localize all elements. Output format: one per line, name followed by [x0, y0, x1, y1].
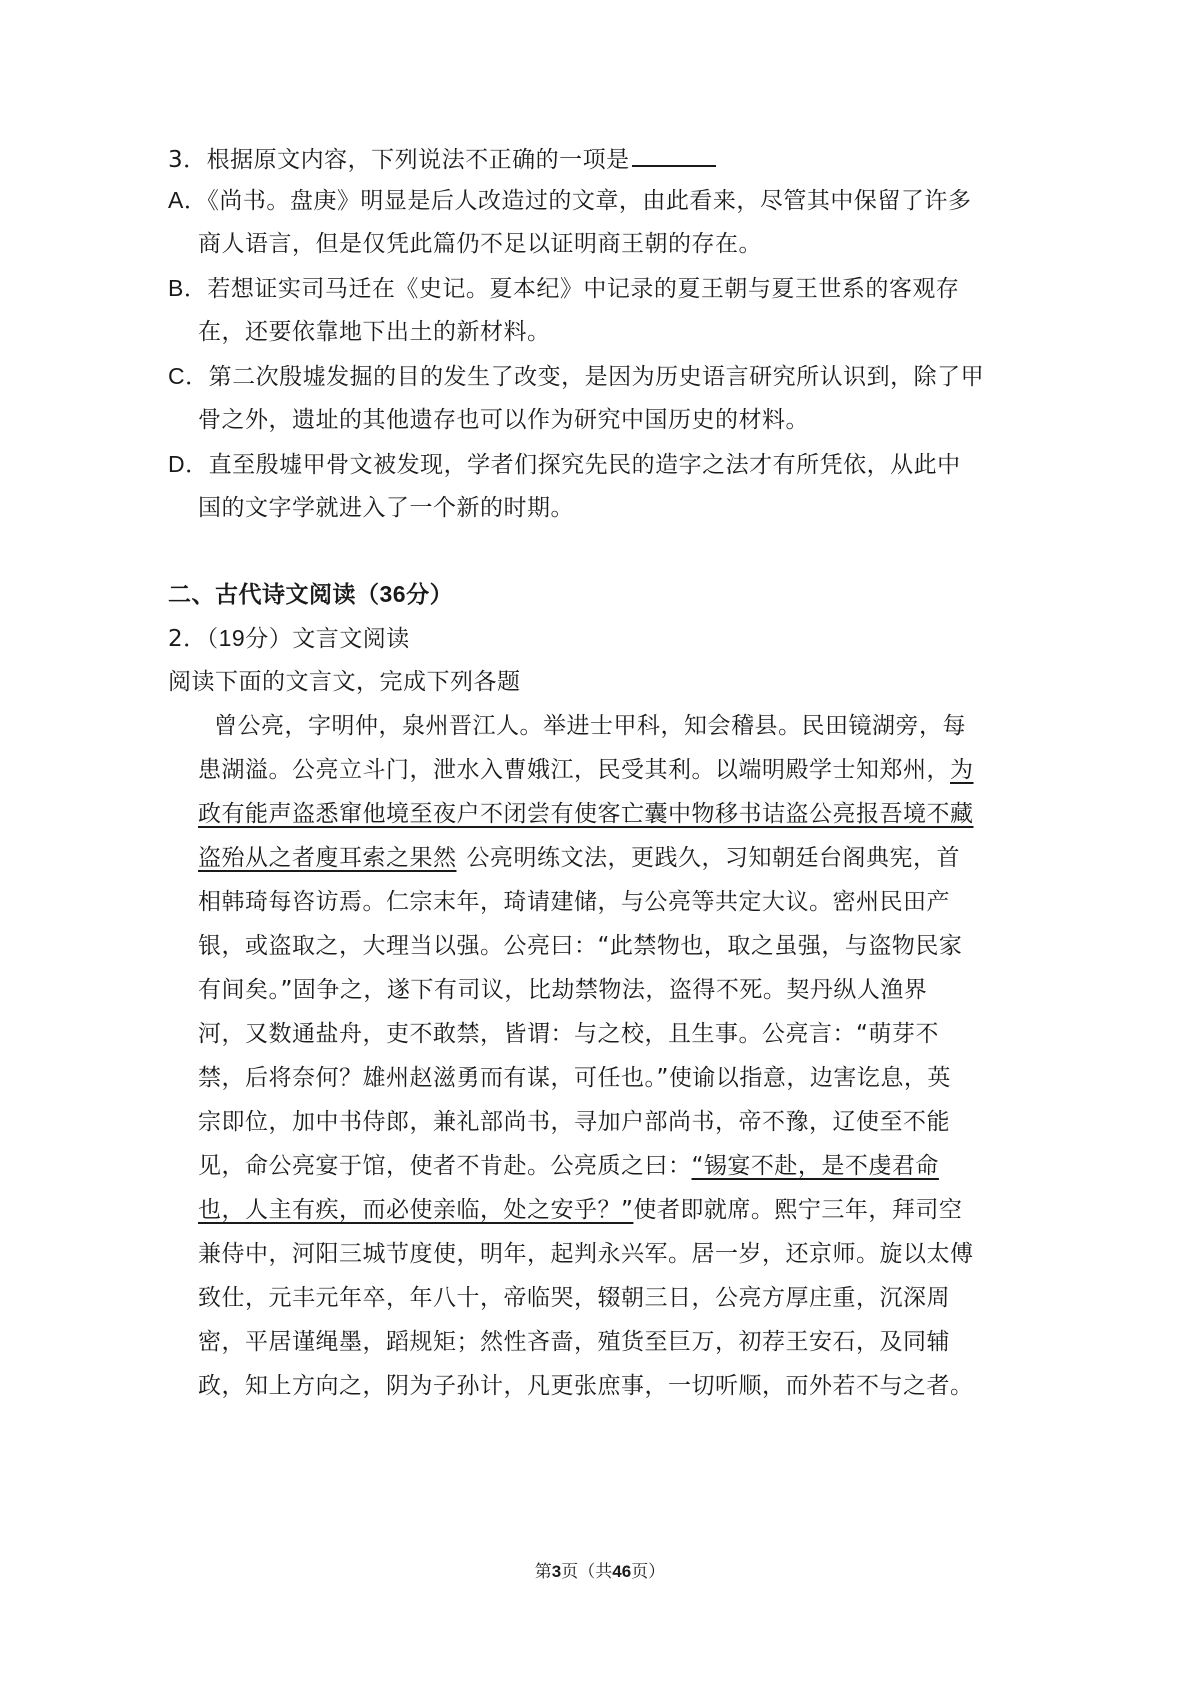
option-c-label: C．: [168, 363, 209, 389]
passage-line-8: [198, 1018, 939, 1050]
passage-text: 见，命公亮宴于馆，使者不肯赴。公亮质之曰：: [198, 1153, 692, 1179]
section-heading-score: 36: [379, 581, 407, 607]
passage-line-15: [198, 1326, 950, 1358]
passage-text: 河，又数通盐舟，吏不敢禁，皆谓：与之校，且生事。公亮言：“萌芽不: [198, 1021, 939, 1047]
option-a-text-2: 商人语言，但是仅凭此篇仍不足以证明商王朝的存在。: [198, 231, 762, 257]
option-d-text-2: 国的文字学就进入了一个新的时期。: [198, 495, 574, 521]
option-b-label: B．: [168, 275, 208, 301]
underlined-text: 也，人主有疾，而必使亲临，处之安乎？”: [198, 1197, 634, 1223]
option-a-text-1: 《尚书。盘庚》明显是后人改造过的文章，由此看来，尽管其中保留了许多: [207, 188, 972, 214]
passage-line-7: [198, 974, 927, 1006]
option-b-line2: [198, 316, 551, 348]
footer-suffix: 页）: [631, 1562, 666, 1582]
passage-line-10: [198, 1106, 950, 1138]
instruction-text: 阅读下面的文言文，完成下列各题: [168, 669, 521, 695]
question-3-stem: [168, 144, 716, 176]
instruction: [168, 666, 521, 698]
passage-text: 致仕，元丰元年卒，年八十，帝临哭，辍朝三日，公亮方厚庄重，沉深周: [198, 1285, 950, 1311]
passage-text: 政，知上方向之，阴为子孙计，凡更张庶事，一切听顺，而外若不与之者。: [198, 1373, 974, 1399]
option-a-label: A．: [168, 187, 208, 213]
passage-line-6: [198, 930, 962, 962]
passage-text: 兼侍中，河阳三城节度使，明年，起判永兴军。居一岁，还京师。旋以太傅: [198, 1241, 974, 1267]
passage-line-4: [198, 842, 960, 874]
footer-page-number: 3: [551, 1562, 562, 1581]
passage-text: 密，平居谨绳墨，蹈规矩；然性吝啬，殖货至巨万，初荐王安石，及同辅: [198, 1329, 950, 1355]
option-d-line1: [168, 448, 961, 481]
item-heading-score: 19: [218, 625, 246, 651]
passage-text: 银，或盗取之，大理当以强。公亮曰：“此禁物也，取之虽强，与盗物民家: [198, 933, 963, 959]
option-b-text-1: 若想证实司马迁在《史记。夏本纪》中记录的夏王朝与夏王世系的客观存: [207, 276, 960, 302]
underlined-text: 盗殆从之者廋耳索之果然: [198, 845, 457, 871]
option-c-text-2: 骨之外，遗址的其他遗存也可以作为研究中国历史的材料。: [198, 407, 809, 433]
option-d-label: D．: [168, 451, 209, 477]
passage-text: 有间矣。”固争之，遂下有司议，比劫禁物法，盗得不死。契丹纵人渔界: [198, 977, 928, 1003]
item-heading-suffix: 分）文言文阅读: [245, 626, 410, 652]
passage-text: 禁，后将奈何？雄州赵滋勇而有谋，可任也。”使谕以指意，边害讫息，英: [198, 1065, 951, 1091]
option-b-text-2: 在，还要依靠地下出土的新材料。: [198, 319, 551, 345]
passage-line-1: [214, 710, 966, 742]
underlined-text: 为: [950, 757, 974, 783]
footer-middle: 页（共: [561, 1562, 613, 1582]
section-heading: [168, 578, 453, 611]
passage-line-11: [198, 1150, 939, 1182]
option-d-text-1: 直至殷墟甲骨文被发现，学者们探究先民的造字之法才有所凭依，从此中: [208, 452, 961, 478]
option-a-line1: [168, 184, 971, 217]
option-c-line1: [168, 360, 984, 393]
passage-text: 曾公亮，字明仲，泉州晋江人。举进士甲科，知会稽县。民田镜湖旁，每: [214, 713, 966, 739]
section-heading-prefix: 二、古代诗文阅读（: [168, 582, 380, 608]
item-heading: [168, 622, 410, 655]
underlined-text: 政有能声盗悉窜他境至夜户不闭尝有使客亡囊中物移书诘盗公亮报吾境不藏: [198, 801, 974, 827]
section-heading-suffix: 分）: [406, 582, 454, 608]
passage-text: 公亮明练文法，更践久，习知朝廷台阁典宪，首: [466, 845, 960, 871]
option-b-line1: [168, 272, 959, 305]
option-c-text-1: 第二次殷墟发掘的目的发生了改变，是因为历史语言研究所认识到，除了甲: [208, 364, 985, 390]
passage-line-12: [198, 1194, 962, 1226]
passage-line-16: [198, 1370, 974, 1402]
footer-prefix: 第: [534, 1562, 552, 1582]
underlined-text: “锡宴不赴，是不虔君命: [691, 1153, 939, 1179]
option-a-line2: [198, 228, 762, 260]
passage-text: 相韩琦每咨访焉。仁宗末年，琦请建储，与公亮等共定大议。密州民田产: [198, 889, 950, 915]
item-heading-prefix: 2．（: [168, 626, 219, 652]
option-c-line2: [198, 404, 809, 436]
answer-blank: [632, 145, 716, 167]
passage-text: 使者即就席。熙宁三年，拜司空: [633, 1197, 963, 1223]
passage-line-14: [198, 1282, 950, 1314]
footer-total-pages: 46: [612, 1562, 632, 1581]
question-3-stem-text: 3．根据原文内容，下列说法不正确的一项是: [168, 147, 630, 173]
page-footer: [0, 1560, 1200, 1584]
passage-line-3: [198, 798, 974, 830]
passage-line-9: [198, 1062, 951, 1094]
passage-line-13: [198, 1238, 974, 1270]
option-d-line2: [198, 492, 574, 524]
passage-line-5: [198, 886, 950, 918]
passage-line-2: [198, 754, 974, 786]
passage-text: 宗即位，加中书侍郎，兼礼部尚书，寻加户部尚书，帝不豫，辽使至不能: [198, 1109, 950, 1135]
passage-text: 患湖溢。公亮立斗门，泄水入曹娥江，民受其利。以端明殿学士知郑州，: [198, 757, 950, 783]
